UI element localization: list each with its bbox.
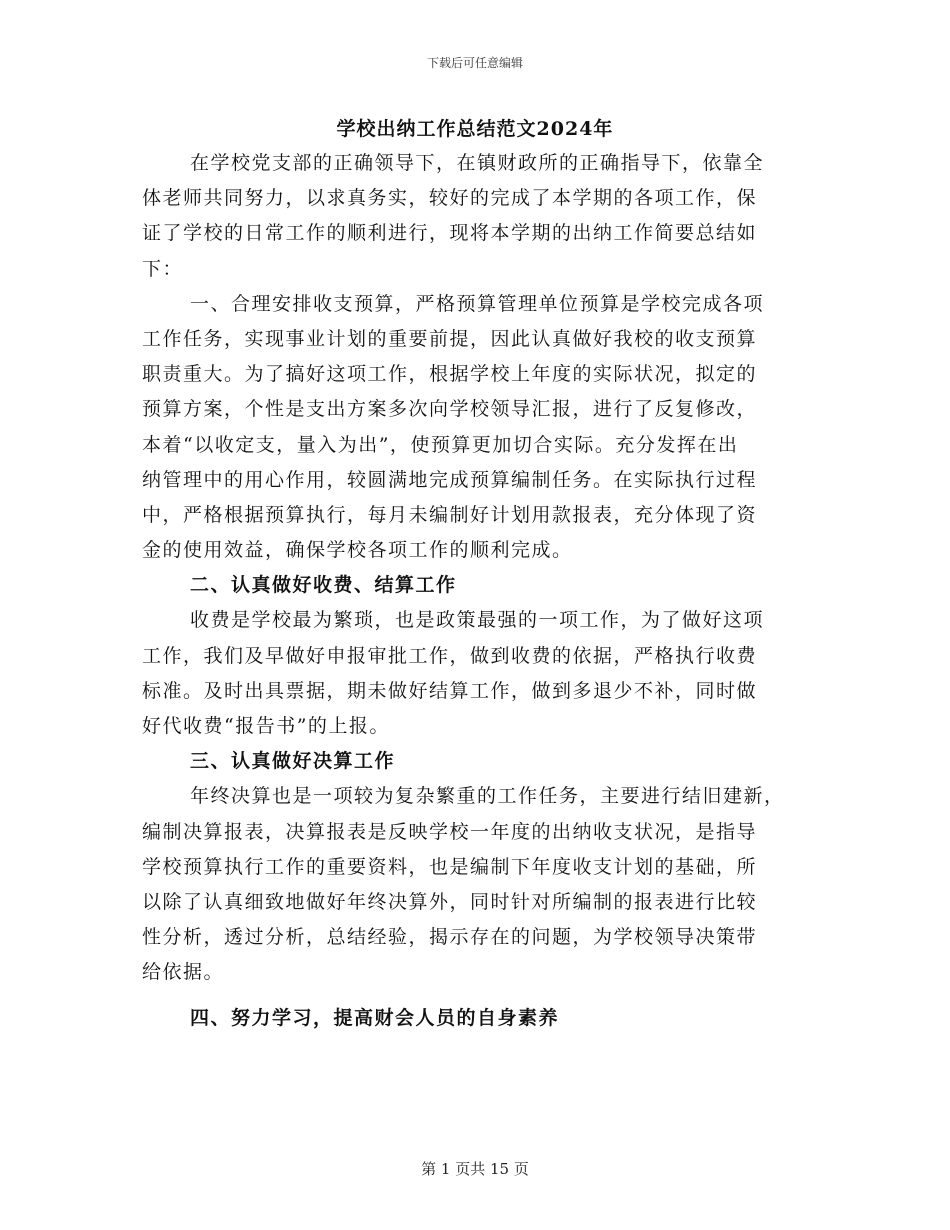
body-line: 纳管理中的用心作用，较圆满地完成预算编制任务。在实际执行过程	[142, 468, 758, 491]
body-line: 体老师共同努力，以求真务实，较好的完成了本学期的各项工作，保	[142, 187, 758, 210]
document-body	[142, 146, 806, 1036]
document-title: 学校出纳工作总结范文2024年	[336, 118, 614, 140]
body-line: 收费是学校最为繁琐，也是政策最强的一项工作，为了做好这项	[190, 609, 765, 632]
body-line: 工作任务，实现事业计划的重要前提，因此认真做好我校的收支预算	[142, 327, 758, 350]
body-line: 年终决算也是一项较为复杂繁重的工作任务，主要进行结旧建新，	[190, 785, 785, 808]
body-line: 标准。及时出具票据，期未做好结算工作，做到多退少不补，同时做	[142, 679, 758, 702]
body-line: 工作，我们及早做好申报审批工作，做到收费的依据，严格执行收费	[142, 644, 758, 667]
body-line: 编制决算报表，决算报表是反映学校一年度的出纳收支状况，是指导	[142, 820, 758, 843]
section-heading: 四、努力学习，提高财会人员的自身素养	[190, 1006, 560, 1029]
section-heading: 二、认真做好收费、结算工作	[190, 574, 457, 597]
body-line: 下：	[142, 257, 184, 280]
body-line: 一、合理安排收支预算，严格预算管理单位预算是学校完成各项	[190, 292, 765, 315]
body-line: 本着“以收定支，量入为出”，使预算更加切合实际。充分发挥在出	[142, 433, 739, 456]
body-line: 金的使用效益，确保学校各项工作的顺利完成。	[142, 539, 573, 562]
body-line: 证了学校的日常工作的顺利进行，现将本学期的出纳工作简要总结如	[142, 222, 758, 245]
body-line: 给依据。	[142, 961, 225, 984]
page-header: 下载后可任意编辑	[426, 56, 523, 70]
body-line: 中，严格根据预算执行，每月未编制好计划用款报表，充分体现了资	[142, 503, 758, 526]
body-line: 性分析，透过分析，总结经验，揭示存在的问题，为学校领导决策带	[142, 926, 758, 949]
body-line: 在学校党支部的正确领导下，在镇财政所的正确指导下，依靠全	[190, 152, 765, 174]
body-line: 职责重大。为了搞好这项工作，根据学校上年度的实际状况，拟定的	[142, 363, 758, 386]
body-line: 学校预算执行工作的重要资料，也是编制下年度收支计划的基础，所	[142, 855, 758, 878]
section-heading: 三、认真做好决算工作	[190, 750, 396, 773]
body-line: 以除了认真细致地做好年终决算外，同时针对所编制的报表进行比较	[142, 890, 758, 913]
paragraph-gap	[142, 991, 806, 1001]
body-line: 预算方案，个性是支出方案多次向学校领导汇报，进行了反复修改，	[142, 398, 758, 421]
page-footer: 第 1 页共 15 页	[421, 1160, 529, 1178]
body-line: 好代收费“报告书”的上报。	[142, 715, 390, 737]
